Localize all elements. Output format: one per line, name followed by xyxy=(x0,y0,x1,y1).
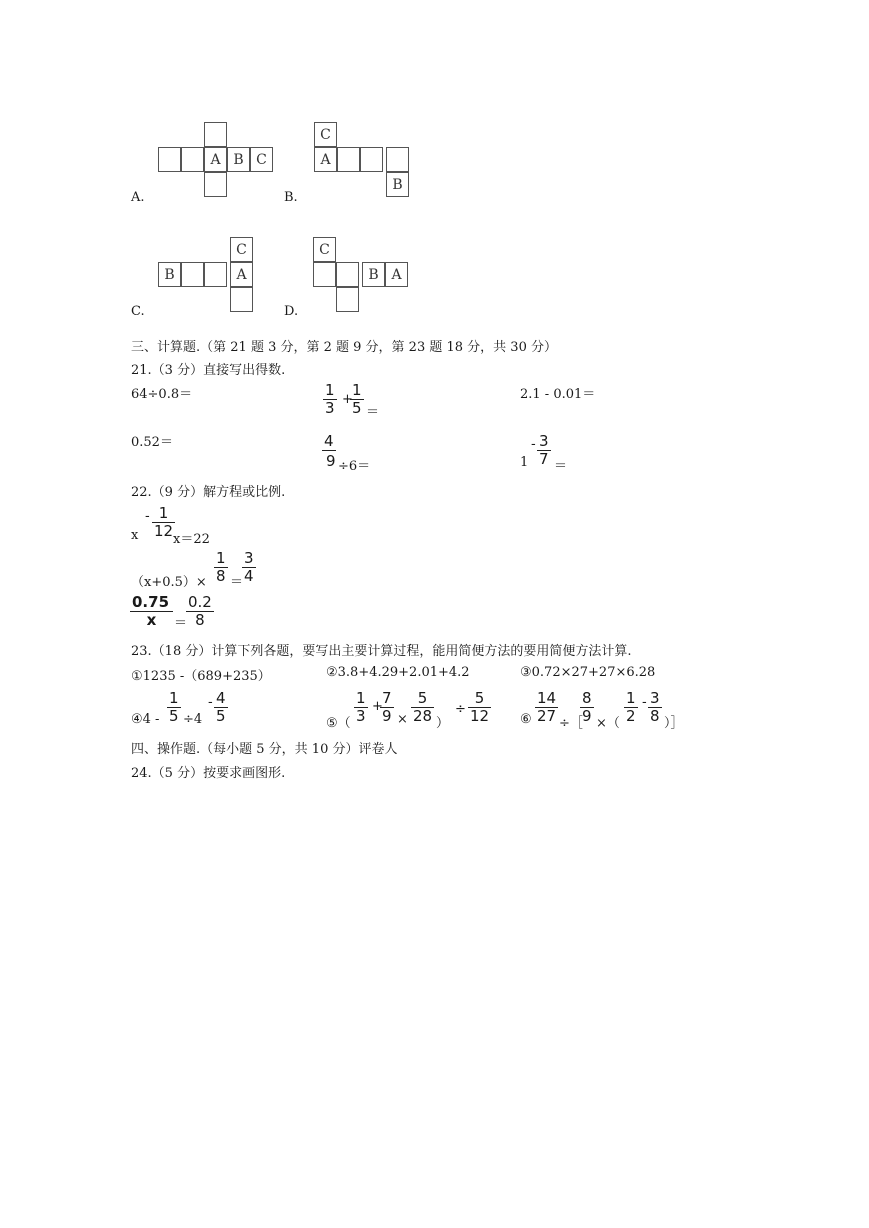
minus-sign: - xyxy=(145,509,150,524)
minus-sign: - xyxy=(531,437,536,452)
net-cell-a: A xyxy=(314,147,337,172)
question-24-title: 24.（5 分）按要求画图形. xyxy=(131,766,286,781)
whole-number: 1 xyxy=(520,455,529,470)
times-sign: × xyxy=(397,712,408,727)
fraction: $\frac{5}{28}$ xyxy=(413,689,433,725)
q21-item-3: 2.1 - 0.01＝ xyxy=(520,387,596,402)
net-cell-a: A xyxy=(230,262,253,287)
net-cell-b: B xyxy=(386,172,409,197)
option-b-label: B. xyxy=(284,190,298,205)
plus-sign: + xyxy=(342,392,353,407)
problem-2: ②3.8+4.29+2.01+4.2 xyxy=(326,665,470,680)
fraction: $\frac{5}{12}$ xyxy=(470,689,490,725)
net-cell-c: C xyxy=(314,122,337,147)
question-23-title: 23.（18 分）计算下列各题，要写出主要计算过程，能用简便方法的要用简便方法计算. xyxy=(131,644,632,659)
minus-sign: - xyxy=(208,695,213,710)
net-cell xyxy=(336,262,359,287)
divide-sign: ÷ xyxy=(455,702,466,717)
problem-5-lead: ⑤（ xyxy=(326,716,351,731)
fraction: $\frac{14}{27}$ xyxy=(537,689,557,725)
q21-item-5-tail: ÷6＝ xyxy=(338,459,371,474)
net-cell-b: B xyxy=(158,262,181,287)
fraction: $\frac{1}{12}$ xyxy=(154,504,174,540)
net-cell-b: B xyxy=(227,147,250,172)
net-cell xyxy=(386,147,409,172)
net-cell-c: C xyxy=(230,237,253,262)
equals-sign: ＝ xyxy=(230,575,244,590)
equals-sign: ＝ xyxy=(174,616,188,631)
option-a-label: A. xyxy=(131,190,145,205)
net-cell xyxy=(313,262,336,287)
fraction: $\frac{4}{5}$ xyxy=(216,689,226,725)
net-cell xyxy=(158,147,181,172)
fraction: $\frac{1}{3}$ xyxy=(356,689,366,725)
section-4-heading: 四、操作题.（每小题 5 分，共 10 分）评卷人 xyxy=(131,742,398,757)
net-cell-c: C xyxy=(250,147,273,172)
option-c-label: C. xyxy=(131,304,145,319)
fraction: $\frac{1}{5}$ xyxy=(169,689,179,725)
fraction: $\frac{1}{2}$ xyxy=(626,689,636,725)
fraction: $\frac{0.2}{8}$ xyxy=(188,593,212,629)
net-cell xyxy=(336,287,359,312)
fraction: $\frac{1}{5}$ xyxy=(352,381,362,417)
net-cell xyxy=(204,122,227,147)
net-cell xyxy=(204,172,227,197)
divide-bracket: ÷［ xyxy=(559,716,583,731)
q21-item-4: 0.52＝ xyxy=(131,435,173,450)
fraction: $\frac{0.75}{x}$ xyxy=(130,594,173,629)
minus-sign: - xyxy=(642,695,647,710)
problem-3: ③0.72×27+27×6.28 xyxy=(520,665,656,680)
variable-x: x xyxy=(131,528,139,543)
problem-4-lead: ④4 - xyxy=(131,712,160,727)
option-d-label: D. xyxy=(284,304,299,319)
problem-6-lead: ⑥ xyxy=(520,712,532,727)
equals-sign: ＝ xyxy=(366,405,380,420)
fraction: $\frac{8}{9}$ xyxy=(582,689,592,725)
close-bracket: ）］ xyxy=(664,716,684,731)
fraction: $\frac{3}{4}$ xyxy=(244,549,254,585)
fraction: $\frac{3}{7}$ xyxy=(539,432,549,468)
question-22-title: 22.（9 分）解方程或比例. xyxy=(131,485,286,500)
net-cell xyxy=(181,262,204,287)
equation-1-tail: x＝22 xyxy=(173,532,210,547)
equation-2-lead: （x+0.5）× xyxy=(131,575,207,590)
times-paren: ×（ xyxy=(596,716,620,731)
net-cell xyxy=(181,147,204,172)
q21-item-1: 64÷0.8＝ xyxy=(131,387,193,402)
net-cell-b: B xyxy=(362,262,385,287)
net-cell xyxy=(337,147,360,172)
net-cell-a: A xyxy=(204,147,227,172)
fraction-denominator: 9 xyxy=(326,452,336,470)
fraction: $\frac{1}{8}$ xyxy=(216,549,226,585)
fraction: $\frac{3}{8}$ xyxy=(650,689,660,725)
section-3-heading: 三、计算题.（第 21 题 3 分，第 2 题 9 分，第 23 题 18 分，共 30 分） xyxy=(131,340,557,355)
close-paren: ） xyxy=(436,716,450,731)
problem-4-mid: ÷4 xyxy=(183,712,203,727)
net-cell-a: A xyxy=(385,262,408,287)
net-cell xyxy=(230,287,253,312)
net-cell xyxy=(204,262,227,287)
fraction: 4 xyxy=(324,432,334,450)
fraction: $\frac{1}{3}$ xyxy=(325,381,335,417)
problem-1: ①1235 -（689+235） xyxy=(131,669,271,684)
net-cell-c: C xyxy=(313,237,336,262)
plus-sign: + xyxy=(372,699,383,714)
question-21-title: 21.（3 分）直接写出得数. xyxy=(131,363,286,378)
fraction: $\frac{7}{9}$ xyxy=(382,689,392,725)
net-cell xyxy=(360,147,383,172)
equals-sign: ＝ xyxy=(554,459,568,474)
